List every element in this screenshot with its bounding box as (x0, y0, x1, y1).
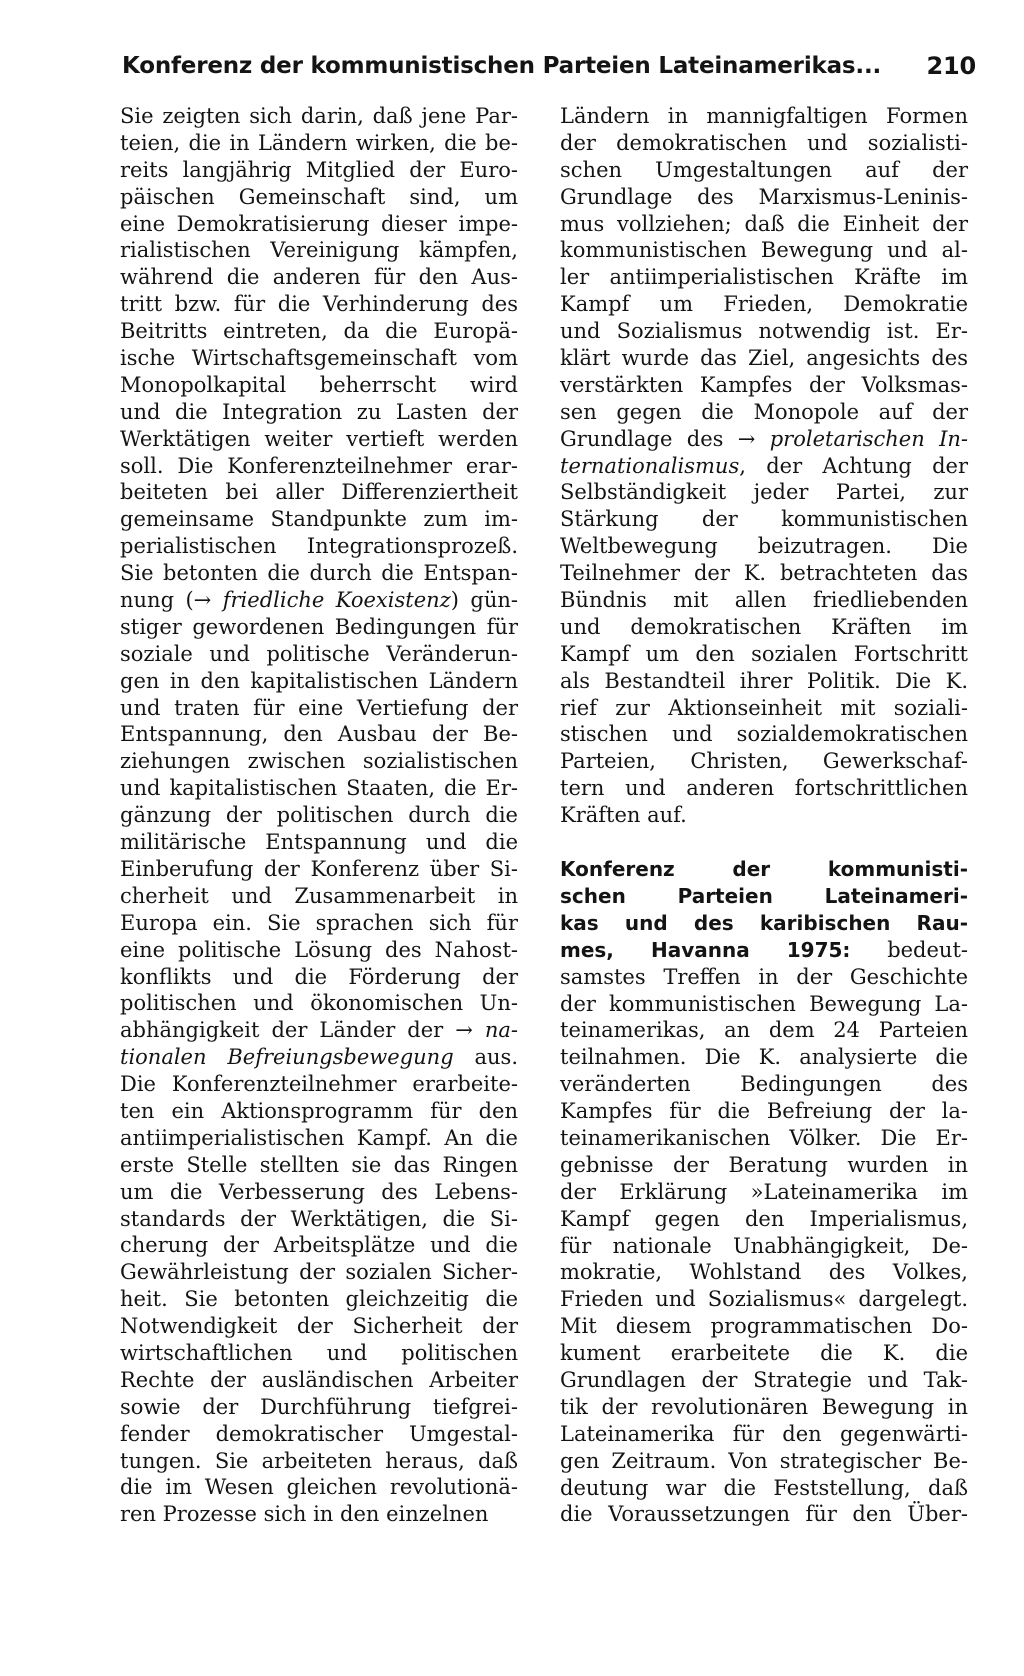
text-line: ziehungen zwischen sozialistischen (120, 749, 518, 774)
text-fragment: ) gün- (450, 588, 518, 613)
text-line: stiger gewordenen Bedingungen für (120, 614, 518, 639)
italic-cross-reference: na- (484, 1018, 518, 1043)
text-line: standards der Werktätigen, die Si- (120, 1206, 518, 1231)
text-line: und traten für eine Vertiefung der (120, 695, 518, 720)
text-line: und Sozialismus notwendig ist. Er- (560, 319, 968, 344)
text-line: Die Konferenzteilnehmer erarbeite- (120, 1072, 518, 1097)
text-line: tritt bzw. für die Verhinderung des (120, 292, 518, 317)
text-line: Gewährleistung der sozialen Sicher- (120, 1260, 518, 1285)
entry-heading-line: schen Parteien Lateinameri- (560, 883, 968, 908)
text-line: militärische Entspannung und die (120, 830, 518, 855)
text-line: Bündnis mit allen friedliebenden (560, 588, 968, 613)
right-column (560, 103, 968, 1528)
text-line: Einberufung der Konferenz über Si- (120, 856, 518, 881)
text-line: eine Demokratisierung dieser impe- (120, 211, 518, 236)
text-line: ische Wirtschaftsgemeinschaft vom (120, 346, 518, 371)
text-line: Teilnehmer der K. betrachteten das (560, 561, 968, 586)
text-fragment: abhängigkeit der Länder der → (120, 1018, 485, 1043)
text-line: Werktätigen weiter vertieft werden (120, 426, 518, 451)
text-line: stischen und sozialdemokratischen (560, 722, 968, 747)
text-line: schen Umgestaltungen auf der (560, 157, 968, 182)
text-line: Sie zeigten sich darin, daß jene Par- (120, 104, 518, 128)
entry-heading-last-line (560, 937, 968, 964)
text-line: mokratie, Wohlstand des Volkes, (560, 1260, 968, 1285)
text-line: während die anderen für den Aus- (120, 265, 518, 290)
text-line: erste Stelle stellten sie das Ringen (120, 1152, 518, 1177)
text-line: perialistischen Integrationsprozeß. (120, 534, 518, 559)
text-line: Sie betonten die durch die Entspan- (120, 561, 518, 586)
text-line: Kampfes für die Befreiung der la- (560, 1099, 968, 1124)
text-line: kommunistischen Bewegung und al- (560, 238, 968, 263)
text-line: und demokratischen Kräften im (560, 614, 968, 639)
text-fragment: , der Achtung der (739, 453, 968, 478)
text-line: cherung der Arbeitsplätze und die (120, 1233, 518, 1258)
text-line: Kampf gegen den Imperialismus, (560, 1206, 968, 1231)
text-line: tik der revolutionären Bewegung in (560, 1394, 968, 1419)
text-line: Selbständigkeit jeder Partei, zur (560, 480, 968, 505)
text-fragment: nung (→ (120, 588, 223, 613)
text-fragment: aus. (453, 1045, 518, 1070)
text-line: gemeinsame Standpunkte zum im- (120, 507, 518, 532)
text-line: teinamerikanischen Völker. Die Er- (560, 1125, 968, 1150)
text-line: Stärkung der kommunistischen (560, 507, 968, 532)
left-column (120, 103, 518, 1528)
text-line: rief zur Aktionseinheit mit soziali- (560, 695, 968, 720)
text-line: der Erklärung »Lateinamerika im (560, 1179, 968, 1204)
text-line: deutung war die Feststellung, daß (560, 1475, 968, 1500)
running-head (122, 50, 984, 82)
text-line: päischen Gemeinschaft sind, um (120, 184, 518, 209)
entry-separator (560, 829, 968, 856)
text-line: und die Integration zu Lasten der (120, 399, 518, 424)
text-line: ler antiimperialistischen Kräfte im (560, 265, 968, 290)
text-line: ten ein Aktionsprogramm für den (120, 1098, 518, 1123)
text-line (560, 453, 968, 480)
text-line: beiteten bei aller Differenziertheit (120, 480, 518, 505)
text-line: Beitritts eintreten, da die Europä- (120, 319, 518, 344)
text-line: als Bestandteil ihrer Politik. Die K. (560, 668, 968, 693)
italic-cross-reference: proletarischen In- (769, 426, 969, 451)
text-line: gebnisse der Beratung wurden in (560, 1152, 968, 1177)
text-line: gänzung der politischen durch die (120, 803, 518, 828)
text-line: Notwendigkeit der Sicherheit der (120, 1314, 518, 1339)
text-line: Grundlage des Marxismus-Leninis- (560, 184, 968, 209)
italic-cross-reference: ternationalismus (560, 453, 740, 478)
text-line: verstärkten Kampfes der Volksmas- (560, 372, 968, 397)
entry-body-start: bedeut- (850, 937, 968, 962)
text-line: Kampf um den sozialen Fortschritt (560, 641, 968, 666)
text-line: Monopolkapital beherrscht wird (120, 372, 518, 397)
text-line: Lateinamerika für den gegenwärti- (560, 1421, 968, 1446)
text-line: gen in den kapitalistischen Ländern (120, 668, 518, 693)
text-line: tungen. Sie arbeiteten heraus, daß (120, 1448, 518, 1473)
text-line: sowie der Durchführung tiefgrei- (120, 1394, 518, 1419)
text-line: Entspannung, den Ausbau der Be- (120, 722, 518, 747)
text-line: der demokratischen und sozialisti- (560, 130, 968, 155)
text-line: und kapitalistischen Staaten, die Er- (120, 776, 518, 801)
text-line: Kampf um Frieden, Demokratie (560, 292, 968, 317)
italic-cross-reference: tionalen Befreiungsbewegung (120, 1045, 454, 1070)
text-line: Parteien, Christen, Gewerkschaf- (560, 749, 968, 774)
text-line: kument erarbeitete die K. die (560, 1341, 968, 1366)
text-line: teilnahmen. Die K. analysierte die (560, 1045, 968, 1070)
previous-entry-continuation (560, 103, 968, 829)
text-line: um die Verbesserung des Lebens- (120, 1179, 518, 1204)
text-line: cherheit und Zusammenarbeit in (120, 883, 518, 908)
text-line: soziale und politische Veränderun- (120, 641, 518, 666)
text-line: veränderten Bedingungen des (560, 1072, 968, 1097)
text-line: fender demokratischer Umgestal- (120, 1421, 518, 1446)
text-line: politischen und ökonomischen Un- (120, 991, 518, 1016)
italic-cross-reference: friedliche Koexistenz (222, 588, 451, 613)
text-line: teinamerikas, an dem 24 Parteien (560, 1018, 968, 1043)
text-line: heit. Sie betonten gleichzeitig die (120, 1287, 518, 1312)
text-line: die Voraussetzungen für den Über- (560, 1502, 968, 1527)
text-line: gen Zeitraum. Von strategischer Be- (560, 1448, 968, 1473)
text-line (120, 1044, 518, 1071)
text-line: soll. Die Konferenzteilnehmer erar- (120, 453, 518, 478)
text-line: Kräften auf. (560, 803, 687, 828)
entry-heading-line: kas und des karibischen Rau- (560, 910, 968, 935)
page-number: 210 (926, 52, 976, 80)
text-line: der kommunistischen Bewegung La- (560, 991, 968, 1016)
text-line (120, 587, 518, 614)
text-line (120, 1017, 518, 1044)
text-line: Frieden und Sozialismus« dargelegt. (560, 1287, 968, 1312)
encyclopedia-entry-havanna-1975 (560, 856, 968, 1528)
text-line: klärt wurde das Ziel, angesichts des (560, 346, 968, 371)
text-line: die im Wesen gleichen revolutionä- (120, 1475, 518, 1500)
running-title: Konferenz der kommunistischen Parteien Lateinamerikas... (122, 53, 882, 79)
text-fragment: Grundlage des → (560, 426, 770, 451)
entry-heading-line: Konferenz der kommunisti- (560, 857, 968, 882)
text-line: wirtschaftlichen und politischen (120, 1340, 518, 1365)
text-line: Grundlagen der Strategie und Tak- (560, 1367, 968, 1392)
text-line: antiimperialistischen Kampf. An die (120, 1125, 518, 1150)
text-line (560, 426, 968, 453)
text-line: sen gegen die Monopole auf der (560, 399, 968, 424)
text-line: tern und anderen fortschrittlichen (560, 776, 968, 801)
text-line: Rechte der ausländischen Arbeiter (120, 1367, 518, 1392)
text-line: für nationale Unabhängigkeit, De- (560, 1233, 968, 1258)
text-line: reits langjährig Mitglied der Euro- (120, 157, 518, 182)
text-line: teien, die in Ländern wirken, die be- (120, 130, 518, 155)
text-line: Mit diesem programmatischen Do- (560, 1314, 968, 1339)
text-line: mus vollziehen; daß die Einheit der (560, 211, 968, 236)
text-line: Weltbewegung beizutragen. Die (560, 534, 968, 559)
text-line: rialistischen Vereinigung kämpfen, (120, 238, 518, 263)
text-line: Europa ein. Sie sprachen sich für (120, 910, 518, 935)
entry-heading-end: mes, Havanna 1975: (560, 937, 851, 962)
text-line: Ländern in mannigfaltigen Formen (560, 104, 968, 128)
text-line: konflikts und die Förderung der (120, 964, 518, 989)
text-line: samstes Treffen in der Geschichte (560, 964, 968, 989)
text-line: eine politische Lösung des Nahost- (120, 937, 518, 962)
text-line: ren Prozesse sich in den einzelnen (120, 1502, 489, 1527)
